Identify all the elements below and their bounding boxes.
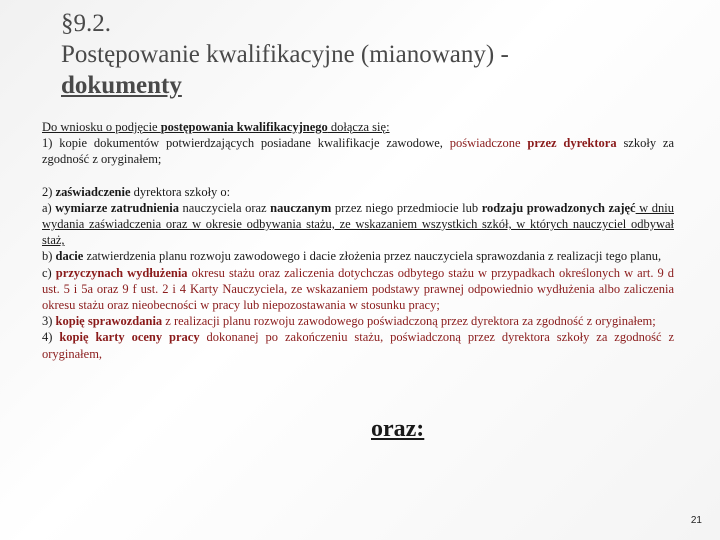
item-1-text-a: 1) kopie dokumentów potwierdzających posiadane kwalifikacje zawodowe,: [42, 136, 450, 151]
title-documents: dokumenty: [61, 72, 182, 99]
item-2: [42, 184, 674, 200]
item-2-text-c: dyrektora szkoły o:: [130, 184, 231, 199]
item-1: [42, 135, 674, 167]
item-4-text-b: kopię karty oceny pracy: [59, 330, 200, 345]
item-2b: [42, 248, 674, 264]
item-2c-text-b: przyczynach wydłużenia: [55, 265, 188, 280]
item-3-text-a: 3): [42, 314, 56, 329]
item-2a-text-d: nauczanym: [270, 200, 332, 215]
item-2c-text-a: c): [42, 265, 56, 280]
page-number: 21: [690, 515, 702, 526]
item-2a-text-a: a): [42, 200, 56, 215]
item-4: [42, 329, 674, 361]
intro-text-c: dołącza się:: [327, 120, 390, 134]
item-2c-text-d: w przypadkach określonych w art. 9 d ust. 5 i 5a oraz 9 f ust. 2 i 4 Karty Nauczyciela, ze wskazaniem podstawy prawnej odpowiednio wydłużenia albo zaliczenia okresu stażu oraz nieobecności w pracy lub niepozostawania w stosunku pracy;: [42, 265, 674, 313]
item-2-text-a: 2): [42, 184, 56, 199]
intro-text-b: postępowania kwalifikacyjnego: [160, 120, 328, 134]
item-2b-text-c: zatwierdzenia planu rozwoju zawodowego i dacie złożenia przez nauczyciela sprawozdania z realizacji tego planu,: [83, 249, 662, 264]
item-3: [42, 313, 674, 329]
item-1-text-b: poświadczone: [449, 136, 528, 151]
title-main: Postępowanie kwalifikacyjne (mianowany) -: [61, 41, 509, 68]
item-4-text-c: dokonanej po zakończeniu stażu, poświadczoną przez dyrektora szkoły za zgodność z oryginałem,: [42, 330, 675, 361]
item-4-text-a: 4): [42, 330, 60, 345]
item-2b-text-b: dacie: [55, 249, 84, 264]
item-2a-text-b: wymiarze zatrudnienia: [55, 200, 179, 215]
item-3-text-c: z realizacji planu rozwoju zawodowego poświadczoną przez dyrektora za zgodność z oryginałem;: [162, 314, 656, 329]
section-number: §9.2.: [61, 10, 111, 37]
item-2a-text-f: rodzaju prowadzonych zajęć: [481, 200, 636, 215]
oraz-heading: oraz:: [371, 416, 425, 442]
item-2a: [42, 200, 674, 249]
item-1-text-c: przez dyrektora: [527, 136, 617, 151]
item-1-text-d: szkoły za zgodność z oryginałem;: [42, 136, 675, 167]
item-2a-text-c: nauczyciela oraz: [178, 200, 271, 215]
slide-title: [61, 8, 681, 101]
intro-paragraph: [42, 119, 674, 135]
item-2c-text-c: okresu stażu oraz zaliczenia dotychczas odbytego stażu: [187, 265, 474, 280]
item-3-text-b: kopię sprawozdania: [55, 314, 163, 329]
intro-text-a: Do wniosku o podjęcie: [42, 120, 161, 134]
document-body: [42, 119, 674, 362]
item-2a-text-g: w dniu wydania zaświadczenia oraz w okresie odbywania stażu, ze wskazaniem wszystkich szkół, w których nauczyciel odbywał staż,: [42, 200, 674, 248]
item-2c: [42, 265, 674, 314]
item-2-text-b: zaświadczenie: [55, 184, 131, 199]
item-2b-text-a: b): [42, 249, 56, 264]
item-2a-text-e: przez niego przedmiocie lub: [331, 200, 482, 215]
